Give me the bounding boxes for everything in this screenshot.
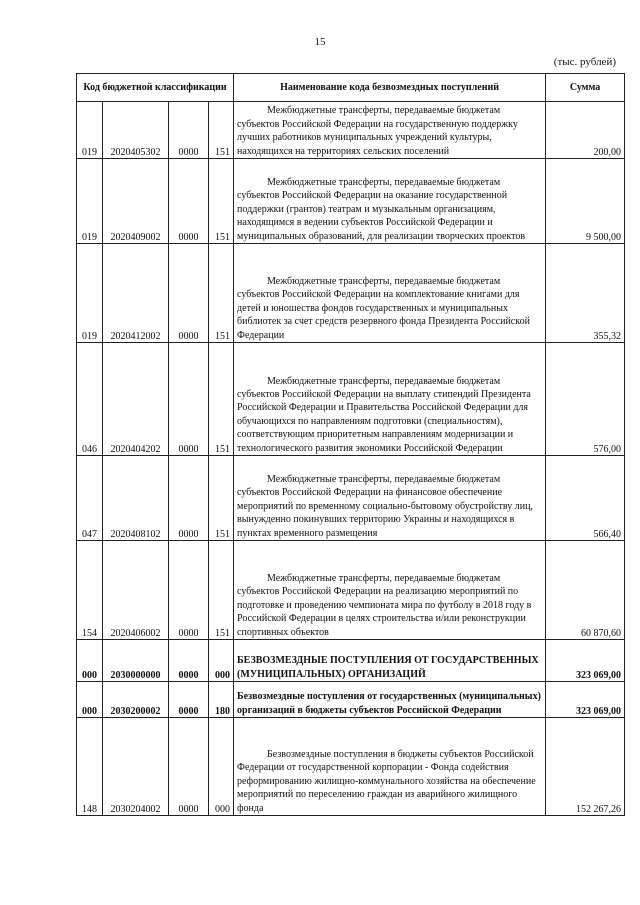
- row-admin-code: 154: [77, 541, 103, 640]
- header-sum: Сумма: [546, 74, 625, 102]
- row-program-code: 0000: [169, 159, 209, 244]
- row-admin-code: 019: [77, 244, 103, 343]
- row-admin-code: 046: [77, 343, 103, 456]
- row-program-code: 0000: [169, 456, 209, 541]
- row-sum: 566,40: [546, 456, 625, 541]
- header-code: Код бюджетной классификации: [77, 74, 234, 102]
- row-name: Межбюджетные трансферты, передаваемые бюджетам субъектов Российской Федерации на финансовое обеспечение мероприятий по временному социально-бытовому обустройству лиц, вынужденно покинувших территорию Украины и находящихся в пунктах временного размещения: [234, 456, 546, 541]
- table-row: [77, 244, 625, 343]
- table-row: [77, 718, 625, 816]
- table-row: [77, 102, 625, 159]
- row-revenue-code: 2020412002: [103, 244, 169, 343]
- budget-table: [76, 73, 625, 816]
- row-admin-code: 148: [77, 718, 103, 816]
- table-row: [77, 682, 625, 718]
- table-header: [77, 74, 625, 102]
- row-name: Межбюджетные трансферты, передаваемые бюджетам субъектов Российской Федерации на оказание государственной поддержки (грантов) театрам и музыкальным организациям, находящимся в ведении субъектов Российской Федерации и муниципальных образований, для реализации творческих проектов: [234, 159, 546, 244]
- header-name: Наименование кода безвозмездных поступлений: [234, 74, 546, 102]
- row-revenue-code: 2020404202: [103, 343, 169, 456]
- row-economic-code: 151: [209, 456, 234, 541]
- row-revenue-code: 2020409002: [103, 159, 169, 244]
- row-economic-code: 000: [209, 718, 234, 816]
- row-sum: 152 267,26: [546, 718, 625, 816]
- row-revenue-code: 2020405302: [103, 102, 169, 159]
- row-program-code: 0000: [169, 244, 209, 343]
- row-name: Безвозмездные поступления от государственных (муниципальных) организаций в бюджеты субъектов Российской Федерации: [234, 682, 546, 718]
- row-name: Межбюджетные трансферты, передаваемые бюджетам субъектов Российской Федерации на реализацию мероприятий по подготовке и проведению чемпионата мира по футболу в 2018 году в Российской Федерации в целях строительства и/или реконструкции спортивных объектов: [234, 541, 546, 640]
- row-name: Межбюджетные трансферты, передаваемые бюджетам субъектов Российской Федерации на комплектование книгами для детей и юношества фондов государственных и муниципальных библиотек за счет средств резервного фонда Президента Российской Федерации: [234, 244, 546, 343]
- row-economic-code: 180: [209, 682, 234, 718]
- row-sum: 323 069,00: [546, 640, 625, 682]
- row-economic-code: 000: [209, 640, 234, 682]
- row-sum: 60 870,60: [546, 541, 625, 640]
- page-number: 15: [314, 36, 326, 48]
- table-body: [77, 102, 625, 816]
- row-admin-code: 019: [77, 102, 103, 159]
- table-row: [77, 159, 625, 244]
- row-admin-code: 019: [77, 159, 103, 244]
- row-sum: 576,00: [546, 343, 625, 456]
- table-row: [77, 456, 625, 541]
- row-name: Межбюджетные трансферты, передаваемые бюджетам субъектов Российской Федерации на государственную поддержку лучших работников муниципальных учреждений культуры, находящихся на территориях сельских поселений: [234, 102, 546, 159]
- row-program-code: 0000: [169, 640, 209, 682]
- unit-label: (тыс. рублей): [553, 56, 616, 68]
- row-economic-code: 151: [209, 343, 234, 456]
- row-economic-code: 151: [209, 541, 234, 640]
- row-name: Безвозмездные поступления в бюджеты субъектов Российской Федерации от государственной корпорации - Фонда содействия реформированию жилищно-коммунального хозяйства на обеспечение мероприятий по переселению граждан из аварийного жилищного фонда: [234, 718, 546, 816]
- table-row: [77, 640, 625, 682]
- row-program-code: 0000: [169, 718, 209, 816]
- row-economic-code: 151: [209, 159, 234, 244]
- row-sum: 9 500,00: [546, 159, 625, 244]
- table-row: [77, 541, 625, 640]
- row-revenue-code: 2030204002: [103, 718, 169, 816]
- row-program-code: 0000: [169, 541, 209, 640]
- row-revenue-code: 2030200002: [103, 682, 169, 718]
- row-program-code: 0000: [169, 682, 209, 718]
- row-sum: 323 069,00: [546, 682, 625, 718]
- row-name: Межбюджетные трансферты, передаваемые бюджетам субъектов Российской Федерации на выплату стипендий Президента Российской Федерации и Правительства Российской Федерации для обучающихся по направлениям подготовки (специальностям), соответствующим приоритетным направлениям модернизации и технологического развития экономики Российской Федерации: [234, 343, 546, 456]
- table-row: [77, 343, 625, 456]
- row-name: БЕЗВОЗМЕЗДНЫЕ ПОСТУПЛЕНИЯ ОТ ГОСУДАРСТВЕННЫХ (МУНИЦИПАЛЬНЫХ) ОРГАНИЗАЦИЙ: [234, 640, 546, 682]
- row-program-code: 0000: [169, 102, 209, 159]
- row-economic-code: 151: [209, 102, 234, 159]
- row-economic-code: 151: [209, 244, 234, 343]
- row-sum: 200,00: [546, 102, 625, 159]
- row-revenue-code: 2020408102: [103, 456, 169, 541]
- row-admin-code: 000: [77, 640, 103, 682]
- row-revenue-code: 2020406002: [103, 541, 169, 640]
- row-admin-code: 000: [77, 682, 103, 718]
- row-sum: 355,32: [546, 244, 625, 343]
- row-revenue-code: 2030000000: [103, 640, 169, 682]
- row-program-code: 0000: [169, 343, 209, 456]
- row-admin-code: 047: [77, 456, 103, 541]
